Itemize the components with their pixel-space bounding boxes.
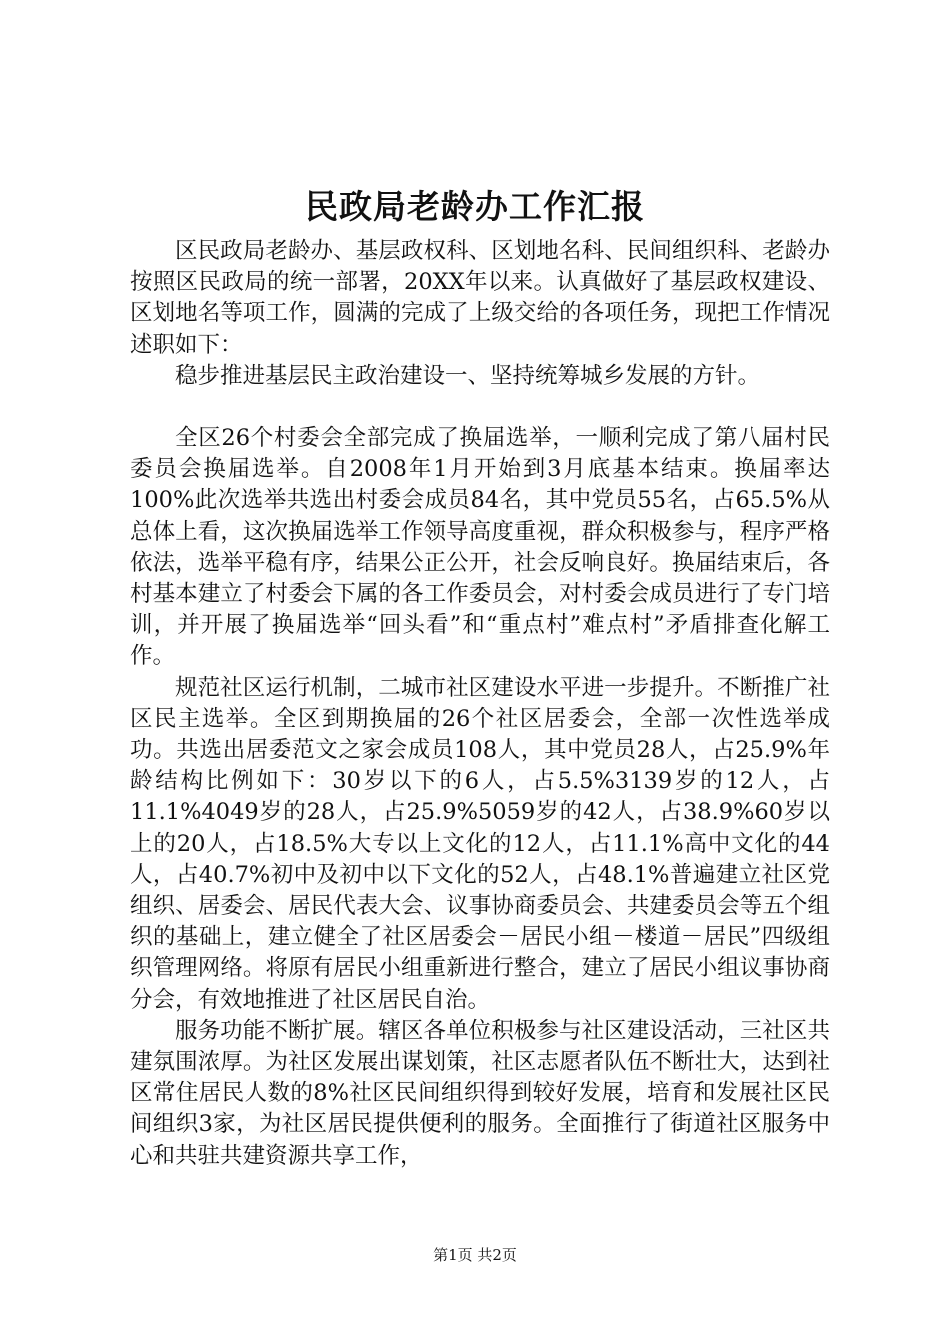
paragraph-intro: 区民政局老龄办、基层政权科、区划地名科、民间组织科、老龄办按照区民政局的统一部署，20XX年以来。认真做好了基层政权建设、区划地名等项工作，圆满的完成了上级交给的各项任务，现把工作情况述职如下：: [130, 238, 830, 358]
paragraph-service-function: 服务功能不断扩展。辖区各单位积极参与社区建设活动，三社区共建氛围浓厚。为社区发展出谋划策，社区志愿者队伍不断壮大，达到社区常住居民人数的8%社区民间组织得到较好发展，培育和发展社区民间组织3家，为社区居民提供便利的服务。全面推行了街道社区服务中心和共驻共建资源共享工作，: [130, 1017, 830, 1169]
page-number-footer: 第1页 共2页: [433, 1246, 517, 1264]
document-body: [130, 236, 830, 1172]
document-title: 民政局老龄办工作汇报: [305, 187, 645, 226]
paragraph-section-heading: 稳步推进基层民主政治建设一、坚持统筹城乡发展的方针。: [175, 362, 761, 389]
paragraph-village-election: 全区26个村委会全部完成了换届选举，一顺利完成了第八届村民委员会换届选举。自2008年1月开始到3月底基本结束。换届率达100%此次选举共选出村委会成员84名，其中党员55名，占65.5%从总体上看，这次换届选举工作领导高度重视，群众积极参与，程序严格依法，选举平稳有序，结果公正公开，社会反响良好。换届结束后，各村基本建立了村委会下属的各工作委员会，对村委会成员进行了专门培训，并开展了换届选举“回头看”和“重点村”难点村”矛盾排查化解工作。: [130, 425, 830, 670]
paragraph-community-mechanism: 规范社区运行机制，二城市社区建设水平进一步提升。不断推广社区民主选举。全区到期换届的26个社区居委会，全部一次性选举成功。共选出居委范文之家会成员108人，其中党员28人，占25.9%年龄结构比例如下：30岁以下的6人，占5.5%3139岁的12人，占11.1%4049岁的28人，占25.9%5059岁的42人，占38.9%60岁以上的20人，占18.5%大专以上文化的12人，占11.1%高中文化的44人，占40.7%初中及初中以下文化的52人，占48.1%普遍建立社区党组织、居委会、居民代表大会、议事协商委员会、共建委员会等五个组织的基础上，建立健全了社区居委会－居民小组－楼道－居民”四级组织管理网络。将原有居民小组重新进行整合，建立了居民小组议事协商分会，有效地推进了社区居民自治。: [130, 674, 830, 1013]
